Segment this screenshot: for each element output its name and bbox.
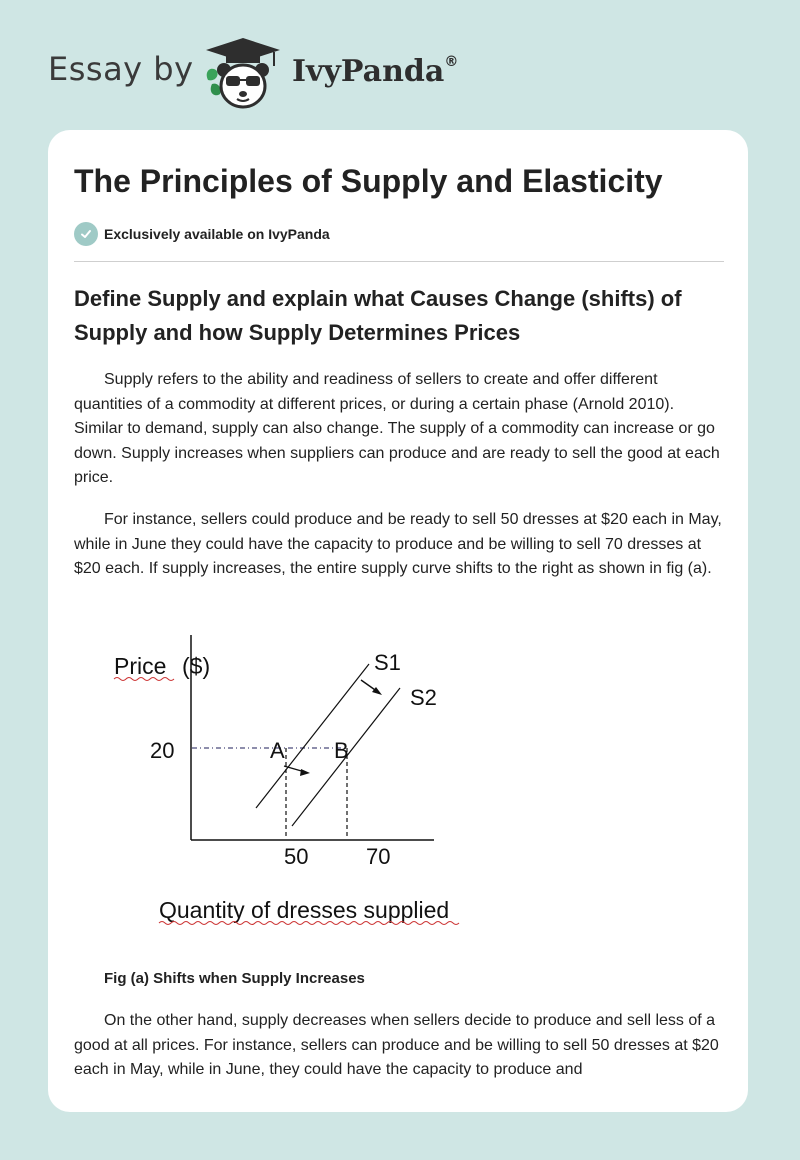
article-title: The Principles of Supply and Elasticity [74,163,663,199]
check-icon [74,222,98,246]
article-card [48,130,748,1112]
exclusive-badge [74,222,330,246]
x-axis-label: Quantity of dresses supplied [159,897,450,923]
divider [74,261,724,262]
point-label-a: A [270,738,285,763]
figure-caption: Fig (a) Shifts when Supply Increases [104,970,365,987]
paragraph-1: Supply refers to the ability and readiness of sellers to create and offer different quantities of a commodity at different prices, or during a certain phase (Arnold 2010). Similar to demand, supply can also change. The supply of a commodity can increase or go down. Supply increases when suppliers can produce and are ready to sell the good at each price. [74,371,720,486]
brand-name-text: IvyPanda [292,54,445,89]
brand-prefix: Essay by [48,50,194,88]
brand-name [292,54,458,89]
site-header [0,0,800,130]
curve-label-s1: S1 [374,650,401,675]
shift-arrow-bottom-head [300,769,310,776]
quantity-tick-label-70: 70 [366,844,391,869]
panda-logo-icon [202,36,284,110]
price-tick-label: 20 [150,738,175,763]
quantity-tick-label-50: 50 [284,844,309,869]
paragraph-3: On the other hand, supply decreases when sellers decide to produce and sell less of a good at all prices. For instance, sellers can produce and be willing to sell 50 dresses at $20 each in May, while in June, they could have the capacity to produce and [74,1012,719,1078]
exclusive-badge-text: Exclusively available on IvyPanda [104,226,330,242]
curve-label-s2: S2 [410,685,437,710]
registered-mark: ® [444,54,459,70]
supply-shift-figure [104,630,484,930]
supply-curve-s1 [256,664,369,808]
section-heading: Define Supply and explain what Causes Change (shifts) of Supply and how Supply Determines Prices [74,286,682,345]
point-label-b: B [334,738,349,763]
y-axis-label: Price [114,653,167,679]
y-axis-unit: ($) [182,653,211,679]
paragraph-2: For instance, sellers could produce and be ready to sell 50 dresses at $20 each in May, while in June they could have the capacity to produce and be willing to sell 70 dresses at $20 each. If supply increases, the entire supply curve shifts to the right as shown in fig (a). [74,511,722,577]
